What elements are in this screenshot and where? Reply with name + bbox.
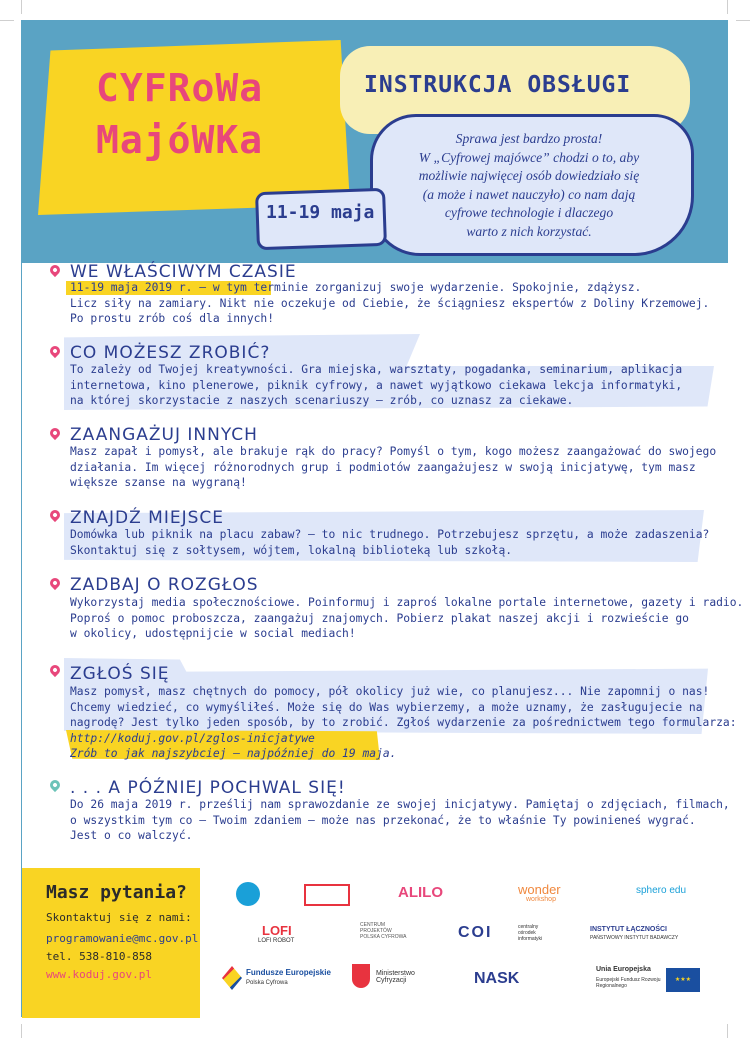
crop-mark bbox=[727, 1024, 728, 1038]
contact-email[interactable]: programowanie@mc.gov.pl bbox=[46, 932, 199, 945]
body-line: Wykorzystaj media społecznościowe. Poinformuj i zaproś lokalne portale internetowe, gazety i radio. bbox=[70, 596, 744, 609]
partner-logo-mc: Ministerstwo Cyfryzacji bbox=[376, 970, 415, 984]
partner-logo-workshop: workshop bbox=[526, 896, 556, 903]
body-line: działania. Im więcej różnorodnych grup i podmiotów zaangażujesz w swoją inicjatywę, tym masz bbox=[70, 460, 696, 474]
body-line: Skontaktuj się z sołtysem, wójtem, lokalną biblioteką lub szkołą. bbox=[70, 543, 513, 557]
intro-line: Sprawa jest bardzo prosta! bbox=[455, 131, 603, 146]
title-line-2: MajóWKa bbox=[96, 118, 264, 162]
body-line: Do 26 maja 2019 r. prześlij nam sprawozdanie ze swojej inicjatywy. Pamiętaj o zdjęciach, filmach, bbox=[70, 798, 730, 811]
body-line: o wszystkim tym co – Twoim zdaniem – może nas przekonać, że to właśnie Ty powinieneś wygrać. bbox=[70, 813, 696, 827]
section-heading: CO MOŻESZ ZROBIĆ? bbox=[70, 343, 271, 363]
section-heading: WE WŁAŚCIWYM CZASIE bbox=[70, 262, 297, 282]
body-line: większe szanse na wygraną! bbox=[70, 476, 247, 490]
partner-logo-circle bbox=[236, 882, 260, 906]
partner-logo-nask: NASK bbox=[474, 970, 520, 987]
instruction-banner-text: INSTRUKCJA OBSŁUGI bbox=[364, 72, 632, 98]
contact-website[interactable]: www.koduj.gov.pl bbox=[46, 968, 152, 981]
body-line: 11-19 maja 2019 r. – w tym terminie zorganizuj swoje wydarzenie. Spokojnie, zdążysz. bbox=[70, 281, 642, 294]
intro-line: (a może i nawet nauczyło) co nam dają bbox=[422, 186, 636, 202]
body-line: w okolicy, udostępnijcie w social mediach! bbox=[70, 627, 356, 641]
section-heading: ZNAJDŹ MIEJSCE bbox=[70, 508, 224, 528]
crop-mark bbox=[21, 0, 22, 14]
intro-line: możliwie najwięcej osób dowiedziało się bbox=[418, 168, 640, 183]
crop-mark bbox=[21, 1024, 22, 1038]
section-heading: ZGŁOŚ SIĘ bbox=[70, 664, 170, 684]
deadline-note: Zrób to jak najszybciej – najpóźniej do 19 maja. bbox=[70, 747, 397, 761]
partner-logo-fundusze-caption: Polska Cyfrowa bbox=[246, 980, 288, 986]
section-heading: ZAANGAŻUJ INNYCH bbox=[70, 425, 258, 445]
partner-logo-il-caption: PAŃSTWOWY INSTYTUT BADAWCZY bbox=[590, 935, 679, 941]
partner-logo-wonder: wonder bbox=[518, 882, 561, 897]
partner-logo-coi: COI bbox=[458, 924, 493, 941]
body-line: Po prostu zrób coś dla innych! bbox=[70, 312, 275, 326]
section-body bbox=[70, 684, 737, 762]
section-body bbox=[70, 527, 710, 558]
partner-logo-ue: Unia Europejska bbox=[596, 966, 651, 973]
section-body bbox=[70, 595, 744, 642]
partner-logo-mark bbox=[304, 884, 350, 906]
intro-text bbox=[378, 130, 680, 241]
body-line: nagrodę? Jest tylko jeden sposób, by to zrobić. Zgłoś wydarzenie za pośrednictwem tego formularza: bbox=[70, 716, 737, 730]
crop-mark bbox=[727, 0, 728, 14]
body-line: na której skorzystacie z naszych scenariuszy – zrób, co uznasz za ciekawe. bbox=[70, 394, 574, 408]
emblem-icon bbox=[352, 964, 370, 988]
body-line: Masz zapał i pomysł, ale brakuje rąk do pracy? Pomyśl o tym, kogo możesz zaangażować do swojego bbox=[70, 445, 717, 458]
body-line: Poproś o pomoc proboszcza, zaangażuj znajomych. Pobierz plakat naszej akcji i rozwieście go bbox=[70, 611, 689, 625]
intro-line: cyfrowe technologie i dlaczego bbox=[444, 205, 614, 220]
intro-line: warto z nich korzystać. bbox=[466, 223, 592, 239]
partner-logo-lofi-robot: LOFI ROBOT bbox=[258, 938, 295, 944]
partner-logo-coi-caption: centralny ośrodek informatyki bbox=[518, 924, 543, 942]
body-line: Jest o co walczyć. bbox=[70, 829, 193, 843]
section-body bbox=[70, 280, 710, 327]
partner-logo-sphero: sphero edu bbox=[636, 885, 687, 896]
partner-logo-alilo: ALILO bbox=[398, 884, 443, 901]
partner-logo-il: INSTYTUT ŁĄCZNOŚCI bbox=[590, 926, 667, 933]
crop-mark bbox=[0, 20, 14, 21]
contact-subtitle: Skontaktuj się z nami: bbox=[46, 911, 192, 924]
body-line: Chcemy wiedzieć, co wymyśliłeś. Może się do Was wybierzemy, a może uznamy, że zasługujecie na bbox=[70, 700, 703, 714]
section-body bbox=[70, 362, 710, 409]
partner-logo-cppc: CENTRUM PROJEKTÓW POLSKA CYFROWA bbox=[360, 922, 407, 940]
body-line: To zależy od Twojej kreatywności. Gra miejska, warsztaty, pogadanka, seminarium, aplikacja bbox=[70, 363, 683, 376]
contact-phone: tel. 538-810-858 bbox=[46, 950, 152, 963]
eu-flag-icon: ★★★ bbox=[666, 968, 700, 992]
partner-logo-fundusze: Fundusze Europejskie bbox=[246, 968, 331, 977]
body-line: internetowa, kino plenerowe, piknik cyfrowy, a nawet wyjątkowo ciekawa lekcja informatyki, bbox=[70, 378, 683, 392]
section-heading: . . . A PÓŹNIEJ POCHWAL SIĘ! bbox=[70, 778, 346, 798]
title-line-1: CYFRoWa bbox=[96, 66, 264, 110]
section-body bbox=[70, 797, 730, 844]
body-line: Domówka lub piknik na placu zabaw? – to nic trudnego. Potrzebujesz sprzętu, a może zadaszenia? bbox=[70, 528, 710, 541]
date-label: 11-19 maja bbox=[266, 202, 375, 223]
poster-title bbox=[96, 62, 316, 166]
registration-link[interactable]: http://koduj.gov.pl/zglos-inicjatywe bbox=[70, 731, 315, 745]
section-body bbox=[70, 444, 717, 491]
contact-title: Masz pytania? bbox=[46, 882, 187, 903]
body-line: Licz siły na zamiary. Nikt nie oczekuje od Ciebie, że ściągniesz ekspertów z Doliny Krzemowej. bbox=[70, 296, 710, 310]
body-line: Masz pomysł, masz chętnych do pomocy, pół okolicy już wie, co planujesz... Nie zapomnij o nas! bbox=[70, 685, 710, 698]
partner-logo-ue-caption: Europejski Fundusz Rozwoju Regionalnego bbox=[596, 977, 661, 989]
intro-line: W „Cyfrowej majówce” chodzi o to, aby bbox=[418, 149, 640, 165]
crop-mark bbox=[736, 20, 750, 21]
section-heading: ZADBAJ O ROZGŁOS bbox=[70, 575, 259, 595]
partner-logo-lofi: LOFI bbox=[262, 923, 292, 938]
